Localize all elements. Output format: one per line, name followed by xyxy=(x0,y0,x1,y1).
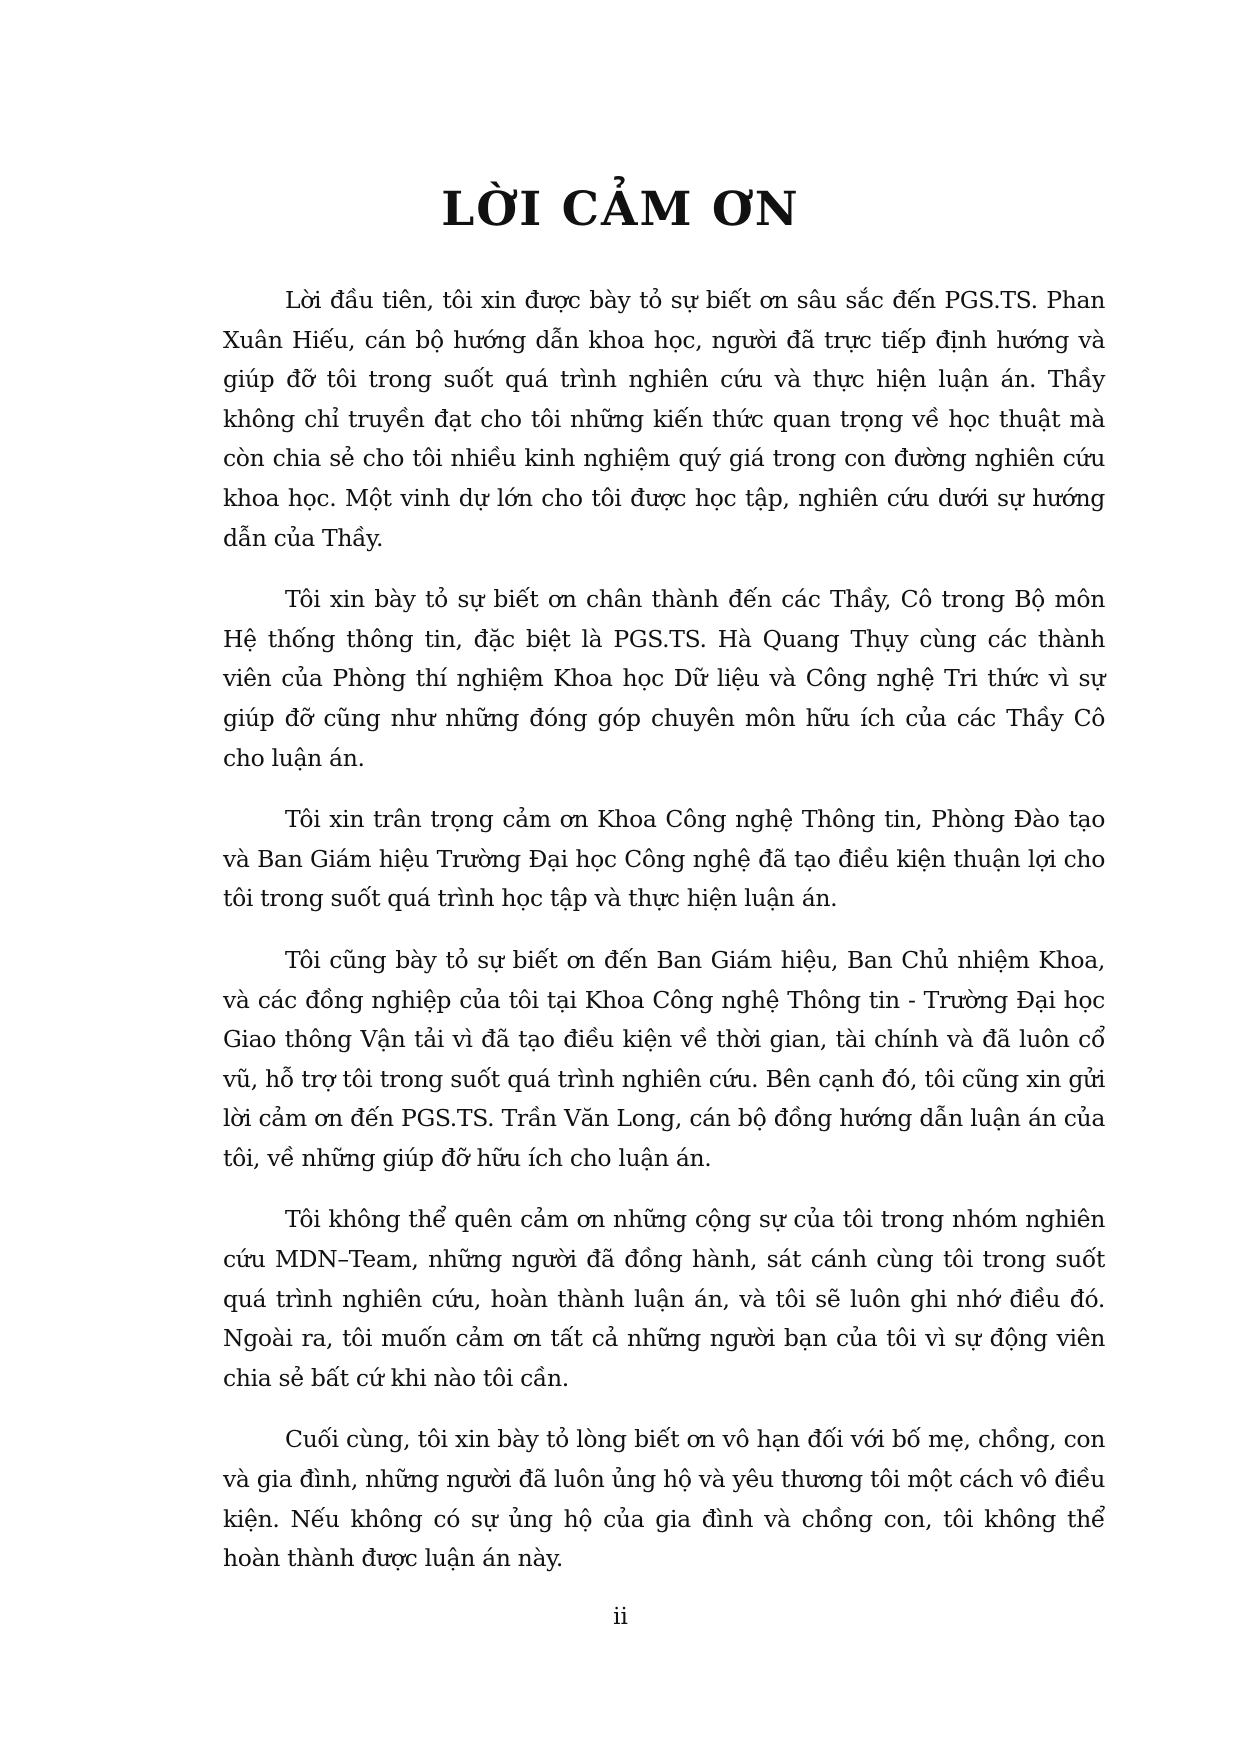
paragraph-team-thanks: Tôi không thể quên cảm ơn những cộng sự của tôi trong nhóm nghiên cứu MDN–Team, những người đã đồng hành, sát cánh cùng tôi trong suốt quá trình nghiên cứu, hoàn thành luận án, và tôi sẽ luôn ghi nhớ điều đó. Ngoài ra, tôi muốn cảm ơn tất cả những người bạn của tôi vì sự động viên chia sẻ bất cứ khi nào tôi cần. xyxy=(223,1205,1105,1392)
paragraph-faculty-thanks: Tôi xin trân trọng cảm ơn Khoa Công nghệ Thông tin, Phòng Đào tạo và Ban Giám hiệu Trường Đại học Công nghệ đã tạo điều kiện thuận lợi cho tôi trong suốt quá trình học tập và thực hiện luận án. xyxy=(223,805,1105,913)
paragraph-department-thanks: Tôi xin bày tỏ sự biết ơn chân thành đến các Thầy, Cô trong Bộ môn Hệ thống thông tin, đặc biệt là PGS.TS. Hà Quang Thụy cùng các thành viên của Phòng thí nghiệm Khoa học Dữ liệu và Công nghệ Tri thức vì sự giúp đỡ cũng như những đóng góp chuyên môn hữu ích của các Thầy Cô cho luận án. xyxy=(223,585,1105,772)
paragraph-family-thanks: Cuối cùng, tôi xin bày tỏ lòng biết ơn vô hạn đối với bố mẹ, chồng, con và gia đình, những người đã luôn ủng hộ và yêu thương tôi một cách vô điều kiện. Nếu không có sự ủng hộ của gia đình và chồng con, tôi không thể hoàn thành được luận án này. xyxy=(223,1425,1105,1573)
paragraph-advisor-thanks: Lời đầu tiên, tôi xin được bày tỏ sự biết ơn sâu sắc đến PGS.TS. Phan Xuân Hiếu, cán bộ hướng dẫn khoa học, người đã trực tiếp định hướng và giúp đỡ tôi trong suốt quá trình nghiên cứu và thực hiện luận án. Thầy không chỉ truyền đạt cho tôi những kiến thức quan trọng về học thuật mà còn chia sẻ cho tôi nhiều kinh nghiệm quý giá trong con đường nghiên cứu khoa học. Một vinh dự lớn cho tôi được học tập, nghiên cứu dưới sự hướng dẫn của Thầy. xyxy=(223,286,1105,552)
acknowledgement-body xyxy=(223,281,1105,1601)
page-title: LỜI CẢM ƠN xyxy=(441,182,800,237)
page-number: ii xyxy=(613,1604,628,1630)
paragraph-colleagues-thanks: Tôi cũng bày tỏ sự biết ơn đến Ban Giám hiệu, Ban Chủ nhiệm Khoa, và các đồng nghiệp của tôi tại Khoa Công nghệ Thông tin - Trường Đại học Giao thông Vận tải vì đã tạo điều kiện về thời gian, tài chính và đã luôn cổ vũ, hỗ trợ tôi trong suốt quá trình nghiên cứu. Bên cạnh đó, tôi cũng xin gửi lời cảm ơn đến PGS.TS. Trần Văn Long, cán bộ đồng hướng dẫn luận án của tôi, về những giúp đỡ hữu ích cho luận án. xyxy=(223,945,1105,1172)
